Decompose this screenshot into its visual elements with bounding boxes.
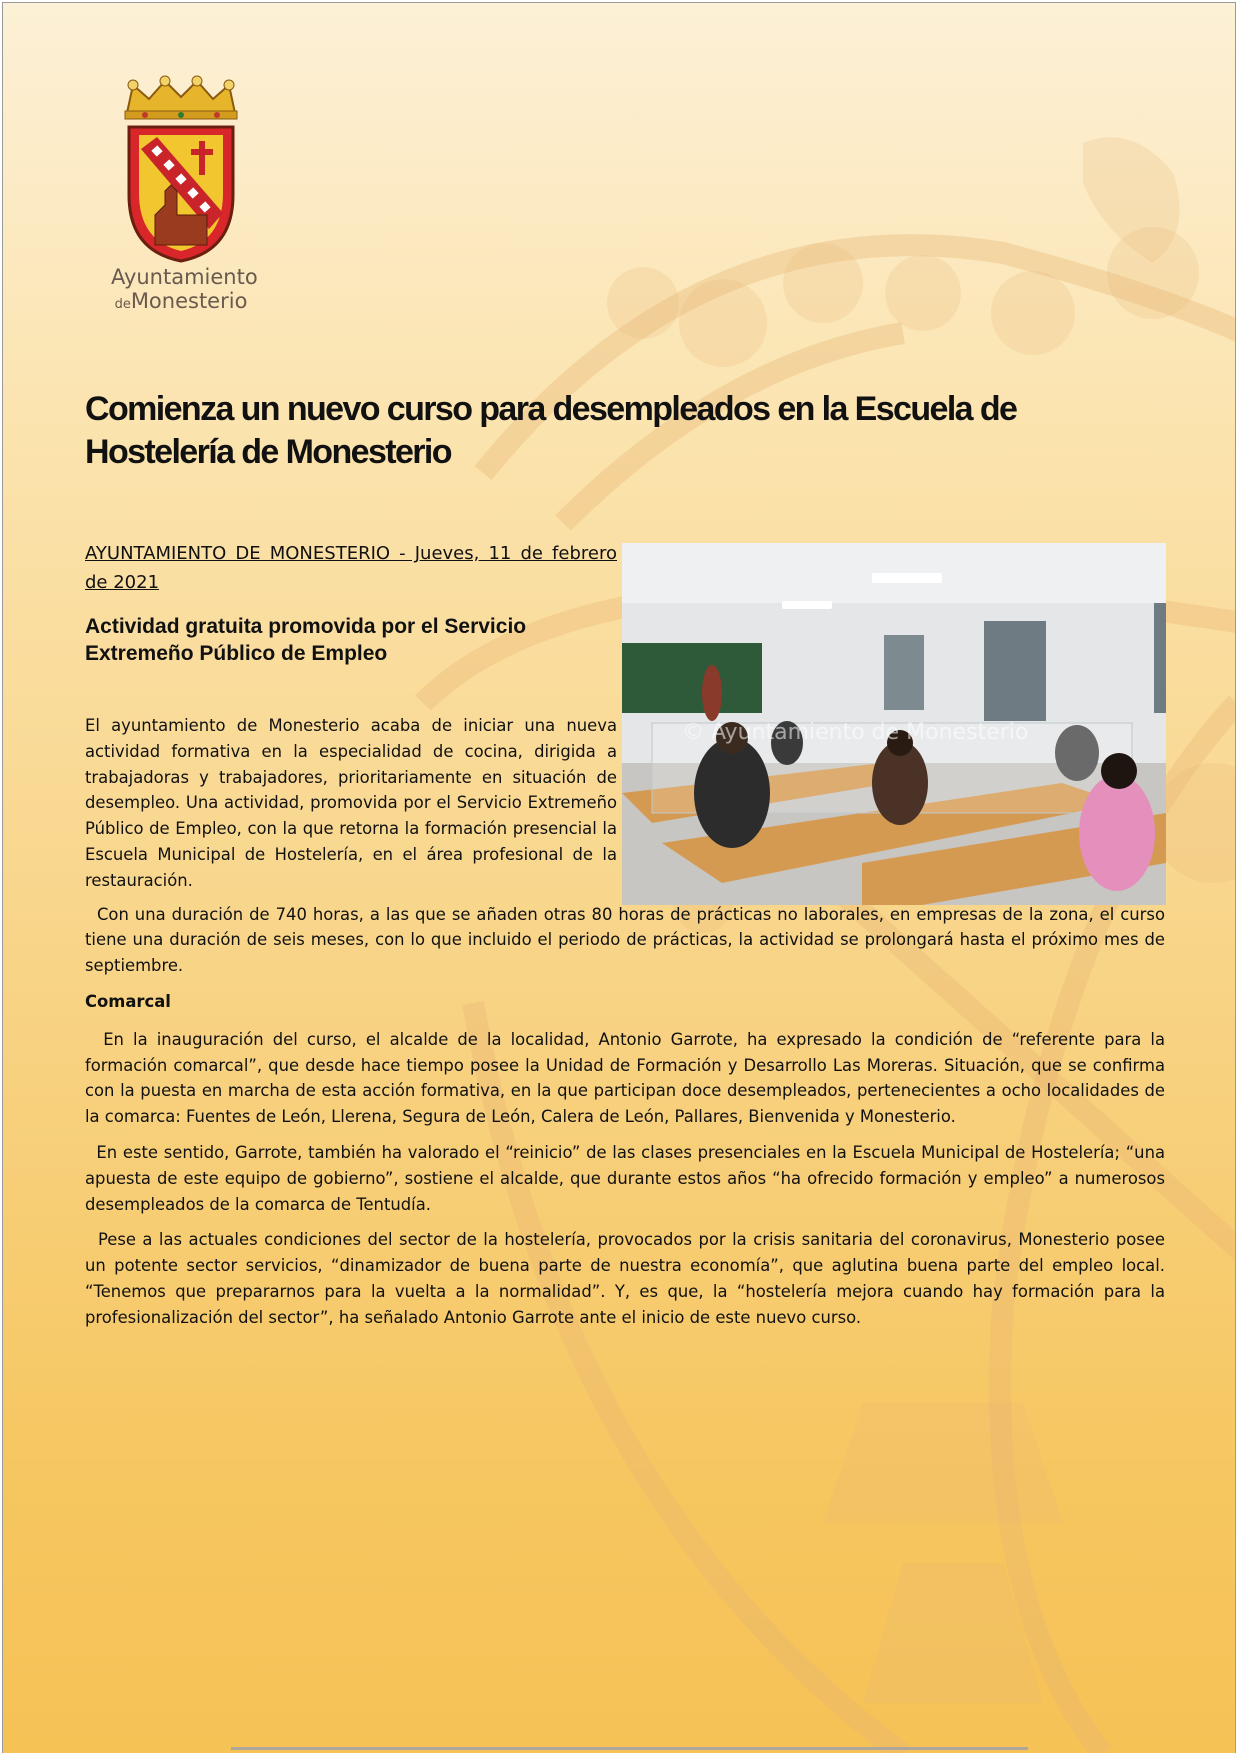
logo-caption-line2: Monesterio: [130, 289, 248, 313]
photo-watermark-text: © Ayuntamiento de Monesterio: [682, 720, 1029, 745]
logo-caption: [111, 265, 258, 317]
article-subtitle: Actividad gratuita promovida por el Servicio Extremeño Público de Empleo: [85, 615, 527, 665]
article-paragraph-1: El ayuntamiento de Monesterio acaba de iniciar una nueva actividad formativa en la especialidad de cocina, dirigida a trabajadoras y trabajadores, prioritariamente en situación de desempleo. Una actividad, promovida por el Servicio Extremeño Público de Empleo, con la que retorna la formación presencial la Escuela Municipal de Hostelería, en el área profesional de la restauración.: [85, 716, 617, 890]
article-paragraph-5: [85, 1227, 1165, 1330]
article-paragraph-2-text: Con una duración de 740 horas, a las que se añaden otras 80 horas de prácticas no laborales, en empresas de la zona, el curso tiene una duración de seis meses, con lo que incluido el periodo de prácticas, la actividad se prolongará hasta el próximo mes de septiembre.: [85, 904, 1165, 976]
coat-of-arms-icon: [115, 75, 247, 265]
section-heading: Comarcal: [85, 991, 171, 1011]
document-page: [2, 2, 1236, 1753]
article-paragraph-4: [85, 1140, 1165, 1217]
article-paragraph-5-text: Pese a las actuales condiciones del sector de la hostelería, provocados por la crisis sanitaria del coronavirus, Monesterio posee un potente sector servicios, “dinamizador de buena parte de nuestra economía”, que aglutina buena parte del empleo local. “Tenemos que prepararnos para la vuelta a la normalidad”. Y, es que, la “hostelería mejora cuando hay formación para la profesionalización del sector”, ha señalado Antonio Garrote ante el inicio de este nuevo curso.: [85, 1230, 1165, 1327]
article-paragraph-3-text: En la inauguración del curso, el alcalde de la localidad, Antonio Garrote, ha expresado la condición de “referente para la formación comarcal”, que desde hace tiempo posee la Unidad de Formación y Desarrollo Las Moreras. Situación, que se confirma con la puesta en marcha de esta acción formativa, en la que participan doce desempleados, pertenecientes a ocho localidades de la comarca: Fuentes de León, Llerena, Segura de León, Calera de León, Pallares, Bienvenida y Monesterio.: [85, 1029, 1166, 1127]
logo-caption-line1: Ayuntamiento: [111, 265, 258, 289]
logo-caption-de: de: [114, 297, 131, 312]
article-paragraph-4-text: En este sentido, Garrote, también ha valorado el “reinicio” de las clases presenciales en la Escuela Municipal de Hostelería; “una apuesta de este equipo de gobierno”, sostiene el alcalde, que durante estos años “ha ofrecido formación y empleo” a numerosos desempleados de la comarca de Tentudía.: [85, 1142, 1166, 1214]
article-paragraph-2: [85, 902, 1165, 979]
article-dateline: AYUNTAMIENTO DE MONESTERIO - Jueves, 11 de febrero de 2021: [85, 543, 617, 593]
article-title: Comienza un nuevo curso para desempleados en la Escuela de Hostelería de Monesterio: [85, 390, 1017, 471]
article-body: [85, 713, 1165, 1341]
municipality-logo: [111, 75, 258, 317]
article-paragraph-3: [85, 1027, 1165, 1130]
footer-divider: [231, 1747, 1028, 1750]
